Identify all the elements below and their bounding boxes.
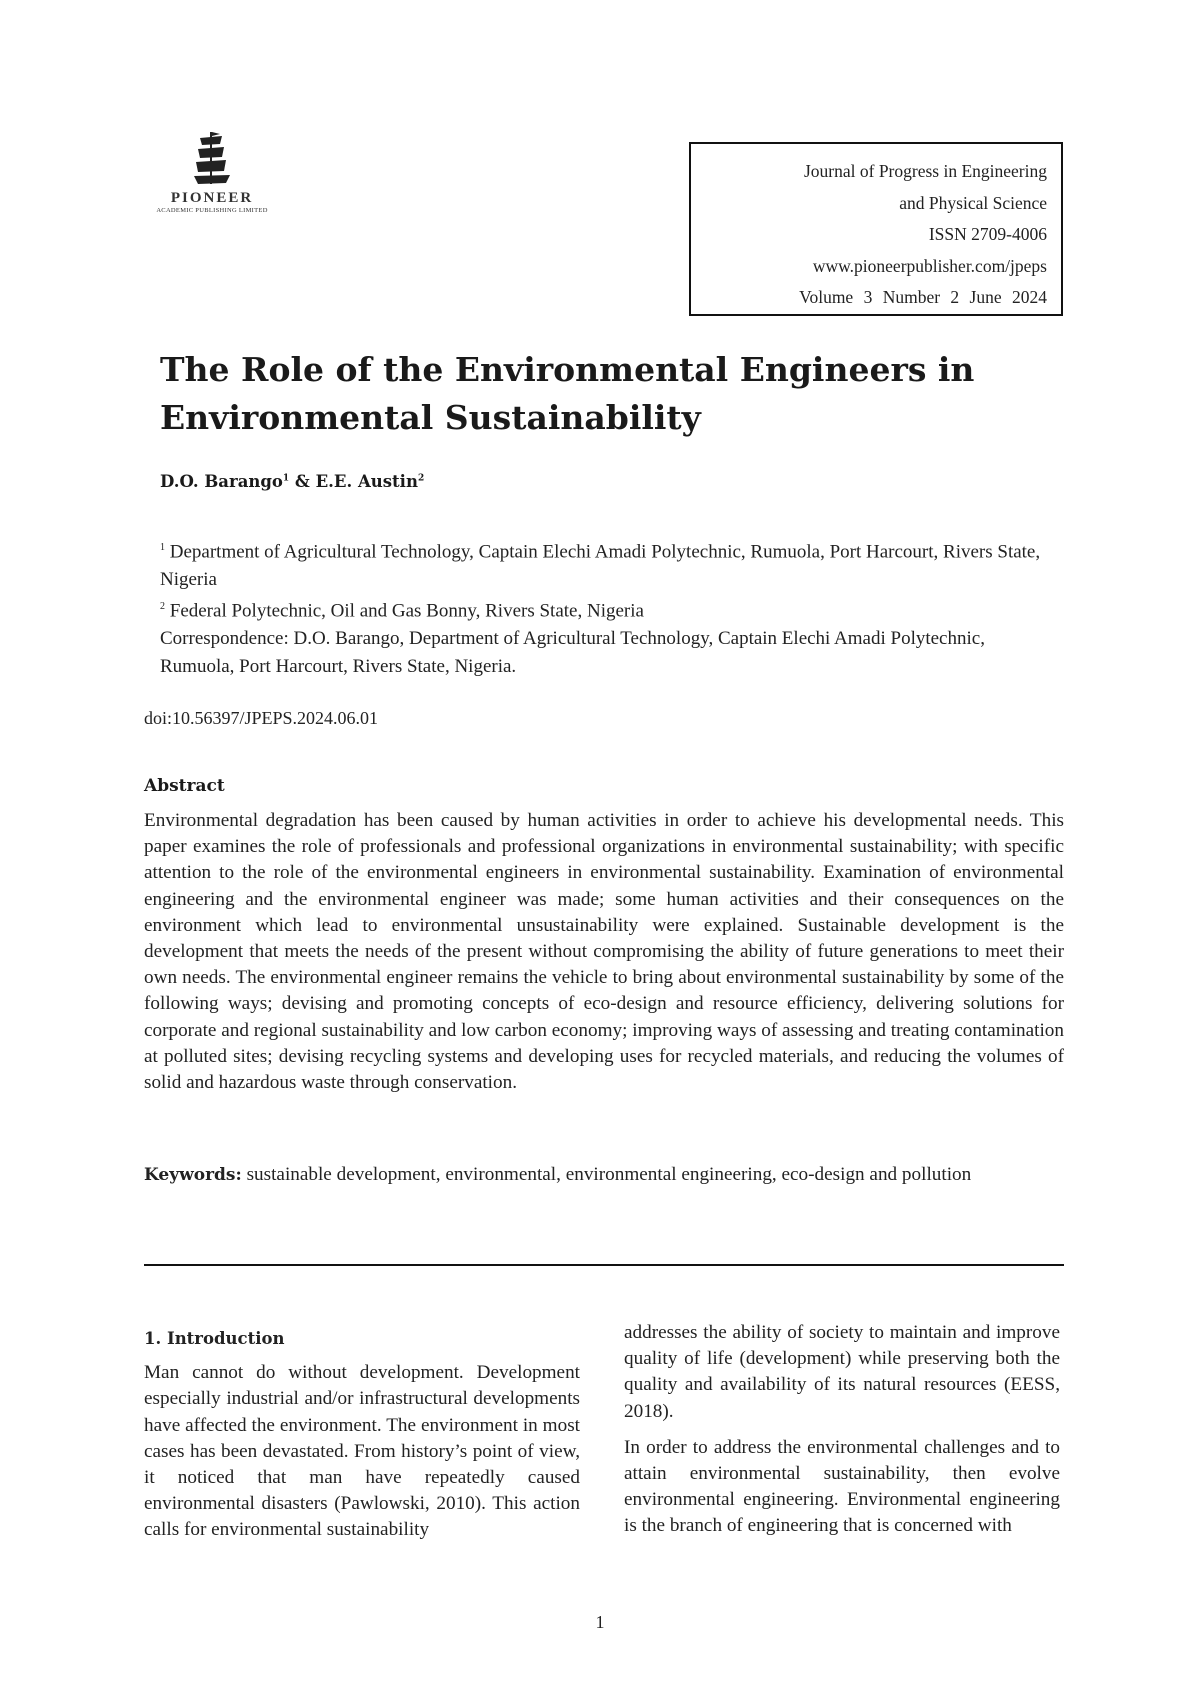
author-separator: & — [289, 472, 316, 491]
affiliation-1 — [160, 534, 1060, 593]
correspondence: Correspondence: D.O. Barango, Department of Agricultural Technology, Captain Elechi Amadi Polytechnic, Rumuola, Port Harcourt, Rivers State, Nigeria. — [160, 628, 985, 677]
affiliation-1-mark: 1 — [160, 542, 165, 553]
logo-name: PIONEER — [170, 190, 254, 206]
publisher-logo — [142, 130, 282, 214]
author-2: E.E. Austin — [315, 472, 418, 491]
affiliation-2-text: Federal Polytechnic, Oil and Gas Bonny, Rivers State, Nigeria — [169, 600, 644, 622]
section-divider — [144, 1264, 1064, 1266]
journal-issue: Volume 3 Number 2 June 2024 — [799, 287, 1047, 307]
keywords-label: Keywords: — [144, 1165, 242, 1185]
title-line-2: Environmental Sustainability — [160, 398, 701, 437]
author-list — [160, 472, 424, 491]
journal-issn: ISSN 2709-4006 — [928, 224, 1047, 244]
doi-link[interactable]: doi:10.56397/JPEPS.2024.06.01 — [144, 708, 379, 728]
abstract-heading: Abstract — [144, 776, 225, 796]
journal-info-box — [689, 142, 1063, 316]
column-left — [144, 1326, 580, 1554]
page-number: 1 — [595, 1612, 605, 1632]
ship-logo-icon — [190, 130, 234, 188]
author-1-affil-mark: 1 — [282, 473, 290, 484]
affiliation-2 — [160, 593, 1060, 625]
paper-title — [160, 346, 1060, 442]
affiliations — [160, 534, 1060, 680]
section-heading-introduction: 1. Introduction — [144, 1329, 285, 1348]
affiliation-2-mark: 2 — [160, 601, 165, 613]
title-line-1: The Role of the Environmental Engineers in — [160, 350, 975, 389]
intro-paragraph-3: In order to address the environmental challenges and to attain environmental sustainability, then evolve environmental engineering. Environmental engineering is the branch of engineering that is concerned with — [624, 1436, 1060, 1537]
logo-subtitle: ACADEMIC PUBLISHING LIMITED — [156, 207, 268, 214]
journal-name-line2: and Physical Science — [899, 192, 1047, 213]
keywords — [144, 1162, 1064, 1188]
column-right — [624, 1320, 1060, 1550]
abstract-text: Environmental degradation has been caused by human activities in order to achieve his developmental needs. This paper examines the role of professionals and professional organizations in environmental sustainability; with specific attention to the role of the environmental engineers in environmental sustainability. Examination of environmental engineering and the environmental engineer was made; some human activities and their consequences on the environment which lead to environmental unsustainability were explained. Sustainable development is the development that meets the needs of the present without compromising the ability of future generations to meet their own needs. The environmental engineer remains the vehicle to bring about environmental sustainability by some of the following ways; devising and promoting concepts of eco-design and resource efficiency, delivering solutions for corporate and regional sustainability and low carbon economy; improving ways of assessing and treating contamination at polluted sites; devising recycling systems and developing uses for recycled materials, and reducing the volumes of solid and hazardous waste through conservation. — [144, 810, 1064, 1094]
journal-name-line1: Journal of Progress in Engineering — [803, 161, 1047, 181]
affiliation-1-text: Department of Agricultural Technology, Captain Elechi Amadi Polytechnic, Rumuola, Port Harcourt, Rivers State, Nigeria — [160, 541, 1041, 590]
author-2-affil-mark: 2 — [417, 473, 425, 484]
intro-paragraph-1: Man cannot do without development. Development especially industrial and/or infrastructural developments have affected the environment. The environment in most cases has been devastated. From history’s point of view, it noticed that man have repeatedly caused environmental disasters (Pawlowski, 2010). This action calls for environmental sustainability — [144, 1362, 580, 1541]
author-1: D.O. Barango — [160, 472, 283, 491]
keywords-text: sustainable development, environmental, environmental engineering, eco-design and pollution — [246, 1164, 972, 1185]
journal-url[interactable]: www.pioneerpublisher.com/jpeps — [812, 255, 1047, 276]
intro-paragraph-2: addresses the ability of society to maintain and improve quality of life (development) while preserving both the quality and availability of its natural resources (EESS, 2018). — [624, 1322, 1060, 1422]
